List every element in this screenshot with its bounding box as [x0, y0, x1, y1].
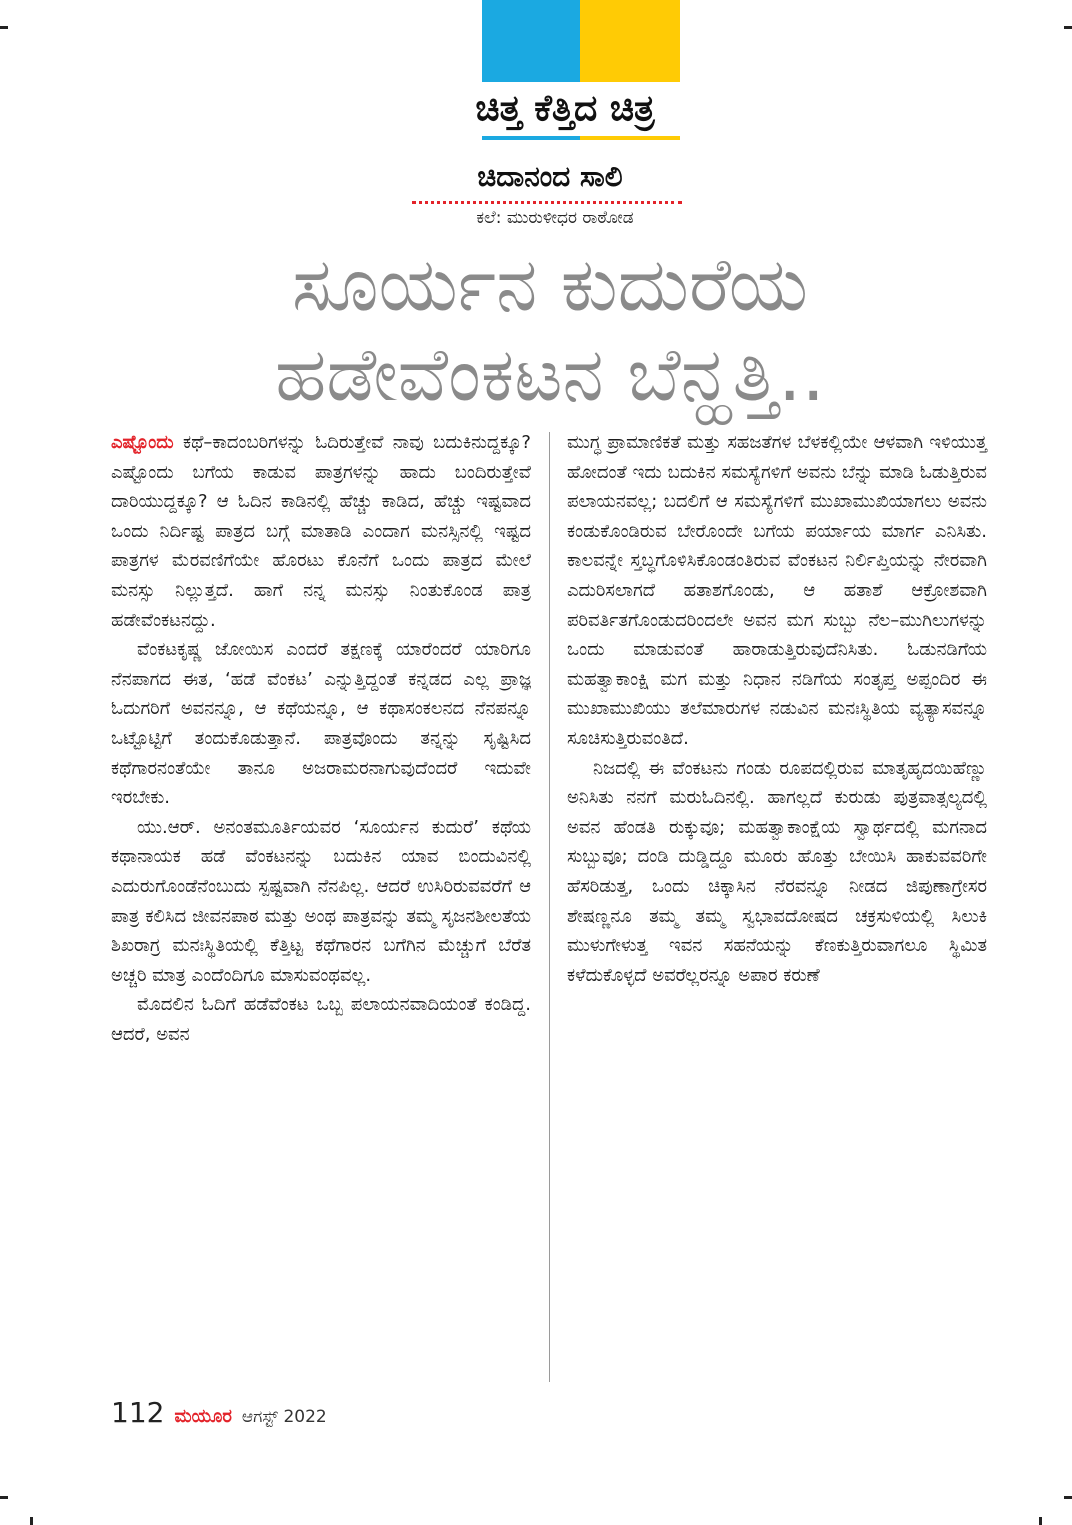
- article-column-left: [111, 428, 531, 1049]
- dotted-divider: [412, 201, 682, 204]
- article-paragraph: [111, 428, 531, 635]
- crop-mark: [0, 1496, 8, 1499]
- crop-mark: [1064, 1496, 1072, 1499]
- column-divider: [549, 432, 550, 1382]
- paragraph-text: ಕಥೆ–ಕಾದಂಬರಿಗಳನ್ನು ಓದಿರುತ್ತೇವೆ ನಾವು ಬದುಕಿನುದ್ದಕ್ಕೂ? ಎಷ್ಟೊಂದು ಬಗೆಯ ಕಾಡುವ ಪಾತ್ರಗಳನ್ನು ಹಾದು ಬಂದಿರುತ್ತೇವೆ ದಾರಿಯುದ್ದಕ್ಕೂ? ಆ ಓದಿನ ಕಾಡಿನಲ್ಲಿ ಹೆಚ್ಚು ಕಾಡಿದ, ಹೆಚ್ಚು ಇಷ್ಟವಾದ ಒಂದು ನಿರ್ದಿಷ್ಟ ಪಾತ್ರದ ಬಗ್ಗೆ ಮಾತಾಡಿ ಎಂದಾಗ ಮನಸ್ಸಿನಲ್ಲಿ ಇಷ್ಟದ ಪಾತ್ರಗಳ ಮೆರವಣಿಗೆಯೇ ಹೊರಟು ಕೊನೆಗೆ ಒಂದು ಪಾತ್ರದ ಮೇಲೆ ಮನಸ್ಸು ನಿಲ್ಲುತ್ತದೆ. ಹಾಗೆ ನನ್ನ ಮನಸ್ಸು ನಿಂತುಕೊಂಡ ಪಾತ್ರ ಹಡೇವೆಂಕಟನದ್ದು.: [111, 432, 531, 631]
- article-column-right: [567, 428, 987, 990]
- article-paragraph: ಯು.ಆರ್. ಅನಂತಮೂರ್ತಿಯವರ ‘ಸೂರ್ಯನ ಕುದುರೆ’ ಕಥೆಯ ಕಥಾನಾಯಕ ಹಡೆ ವೆಂಕಟನನ್ನು ಬದುಕಿನ ಯಾವ ಬಿಂದುವಿನಲ್ಲಿ ಎದುರುಗೊಂಡೆನೆಂಬುದು ಸ್ಪಷ್ಟವಾಗಿ ನೆನಪಿಲ್ಲ. ಆದರೆ ಉಸಿರಿರುವವರೆಗೆ ಆ ಪಾತ್ರ ಕಲಿಸಿದ ಜೀವನಪಾಠ ಮತ್ತು ಅಂಥ ಪಾತ್ರವನ್ನು ತಮ್ಮ ಸೃಜನಶೀಲತೆಯ ಶಿಖರಾಗ್ರ ಮನಃಸ್ಥಿತಿಯಲ್ಲಿ ಕೆತ್ತಿಟ್ಟ ಕಥೆಗಾರನ ಬಗೆಗಿನ ಮೆಚ್ಚುಗೆ ಬೆರೆತ ಅಚ್ಚರಿ ಮಾತ್ರ ಎಂದೆಂದಿಗೂ ಮಾಸುವಂಥವಲ್ಲ.: [111, 816, 531, 986]
- series-title: ಚಿತ್ತ ಕೆತ್ತಿದ ಚಿತ್ರ: [420, 82, 710, 136]
- headline-line-2: ಹಡೇವೆಂಕಟನ ಬೆನ್ಹತ್ತಿ..: [274, 332, 825, 418]
- illustration-credit: ಕಲೆ: ಮುರುಳೀಧರ ರಾಠೋಡ: [476, 208, 634, 228]
- magazine-name: ಮಯೂರ: [174, 1406, 232, 1427]
- page-footer: [111, 1396, 327, 1430]
- crop-mark: [0, 26, 8, 29]
- author-name: ಚಿದಾನಂದ ಸಾಲಿ: [477, 160, 623, 193]
- article-headline: [120, 240, 980, 420]
- lead-word: ಎಷ್ಟೊಂದು: [111, 432, 174, 453]
- article-paragraph: ಮೊದಲಿನ ಓದಿಗೆ ಹಡೆವೆಂಕಟ ಒಬ್ಬ ಪಲಾಯನವಾದಿಯಂತೆ ಕಂಡಿದ್ದ. ಆದರೆ, ಅವನ: [111, 994, 531, 1045]
- page-number: 112: [111, 1396, 165, 1429]
- article-paragraph: ವೆಂಕಟಕೃಷ್ಣ ಜೋಯಿಸ ಎಂದರೆ ತಕ್ಷಣಕ್ಕೆ ಯಾರೆಂದರೆ ಯಾರಿಗೂ ನೆನಪಾಗದ ಈತ, ‘ಹಡೆ ವೆಂಕಟ’ ಎನ್ನುತ್ತಿದ್ದಂತೆ ಕನ್ನಡದ ಎಲ್ಲ ಪ್ರಾಜ್ಞ ಓದುಗರಿಗೆ ಅವನನ್ನೂ, ಆ ಕಥೆಯನ್ನೂ, ಆ ಕಥಾಸಂಕಲನದ ನೆನಪನ್ನೂ ಒಟ್ಟೊಟ್ಟಿಗೆ ತಂದುಕೊಡುತ್ತಾನೆ. ಪಾತ್ರವೊಂದು ತನ್ನನ್ನು ಸೃಷ್ಟಿಸಿದ ಕಥೆಗಾರನಂತೆಯೇ ತಾನೂ ಅಜರಾಮರನಾಗುವುದೆಂದರೆ ಇದುವೇ ಇರಬೇಕು.: [111, 639, 531, 809]
- crop-mark: [1064, 26, 1072, 29]
- headline-line-1: ಸೂರ್ಯನ ಕುದುರೆಯ: [292, 242, 808, 328]
- article-paragraph: ನಿಜದಲ್ಲಿ ಈ ವೆಂಕಟನು ಗಂಡು ರೂಪದಲ್ಲಿರುವ ಮಾತೃಹೃದಯಿಹೆಣ್ಣು ಅನಿಸಿತು ನನಗೆ ಮರುಓದಿನಲ್ಲಿ. ಹಾಗಲ್ಲದೆ ಕುರುಡು ಪುತ್ರವಾತ್ಸಲ್ಯದಲ್ಲಿ ಅವನ ಹೆಂಡತಿ ರುಕ್ಕುವೂ; ಮಹತ್ವಾಕಾಂಕ್ಷೆಯ ಸ್ವಾರ್ಥದಲ್ಲಿ ಮಗನಾದ ಸುಬ್ಬುವೂ; ದಂಡಿ ದುಡ್ಡಿದ್ದೂ ಮೂರು ಹೊತ್ತು ಬೇಯಿಸಿ ಹಾಕುವವರಿಗೇ ಹೆಸರಿಡುತ್ತ, ಒಂದು ಚಿಕ್ಕಾಸಿನ ನೆರವನ್ನೂ ನೀಡದ ಜಿಪುಣಾಗ್ರೇಸರ ಶೇಷಣ್ಣನೂ ತಮ್ಮ ತಮ್ಮ ಸ್ವಭಾವದೋಷದ ಚಕ್ರಸುಳಿಯಲ್ಲಿ ಸಿಲುಕಿ ಮುಳುಗೇಳುತ್ತ ಇವನ ಸಹನೆಯನ್ನು ಕೆಣಕುತ್ತಿರುವಾಗಲೂ ಸ್ಥಿಮಿತ ಕಳೆದುಕೊಳ್ಳದೆ ಅವರೆಲ್ಲರನ್ನೂ ಅಪಾರ ಕರುಣೆ: [567, 757, 987, 986]
- crop-mark: [30, 1517, 33, 1525]
- crop-mark: [1039, 1517, 1042, 1525]
- issue-date: ಆಗಸ್ಟ್ 2022: [241, 1407, 327, 1427]
- article-paragraph: ಮುಗ್ಧ ಪ್ರಾಮಾಣಿಕತೆ ಮತ್ತು ಸಹಜತೆಗಳ ಬೆಳಕಲ್ಲಿಯೇ ಆಳವಾಗಿ ಇಳಿಯುತ್ತ ಹೋದಂತೆ ಇದು ಬದುಕಿನ ಸಮಸ್ಯೆಗಳಿಗೆ ಅವನು ಬೆನ್ನು ಮಾಡಿ ಓಡುತ್ತಿರುವ ಪಲಾಯನವಲ್ಲ; ಬದಲಿಗೆ ಆ ಸಮಸ್ಯೆಗಳಿಗೆ ಮುಖಾಮುಖಿಯಾಗಲು ಅವನು ಕಂಡುಕೊಂಡಿರುವ ಬೇರೊಂದೇ ಬಗೆಯ ಪರ್ಯಾಯ ಮಾರ್ಗ ಎನಿಸಿತು. ಕಾಲವನ್ನೇ ಸ್ತಬ್ಧಗೊಳಿಸಿಕೊಂಡಂತಿರುವ ವೆಂಕಟನ ನಿರ್ಲಿಪ್ತಿಯನ್ನು ನೇರವಾಗಿ ಎದುರಿಸಲಾಗದೆ ಹತಾಶಗೊಂಡು, ಆ ಹತಾಶೆ ಆಕ್ರೋಶವಾಗಿ ಪರಿವರ್ತಿತಗೊಂಡುದರಿಂದಲೇ ಅವನ ಮಗ ಸುಬ್ಬು ನೆಲ–ಮುಗಿಲುಗಳನ್ನು ಒಂದು ಮಾಡುವಂತೆ ಹಾರಾಡುತ್ತಿರುವುದೆನಿಸಿತು. ಓಡುನಡಿಗೆಯ ಮಹತ್ವಾಕಾಂಕ್ಷಿ ಮಗ ಮತ್ತು ನಿಧಾನ ನಡಿಗೆಯ ಸಂತೃಪ್ತ ಅಪ್ಪಂದಿರ ಈ ಮುಖಾಮುಖಿಯು ತಲೆಮಾರುಗಳ ನಡುವಿನ ಮನಃಸ್ಥಿತಿಯ ವ್ಯತ್ಯಾಸವನ್ನೂ ಸೂಚಿಸುತ್ತಿರುವಂತಿದೆ.: [567, 432, 987, 749]
